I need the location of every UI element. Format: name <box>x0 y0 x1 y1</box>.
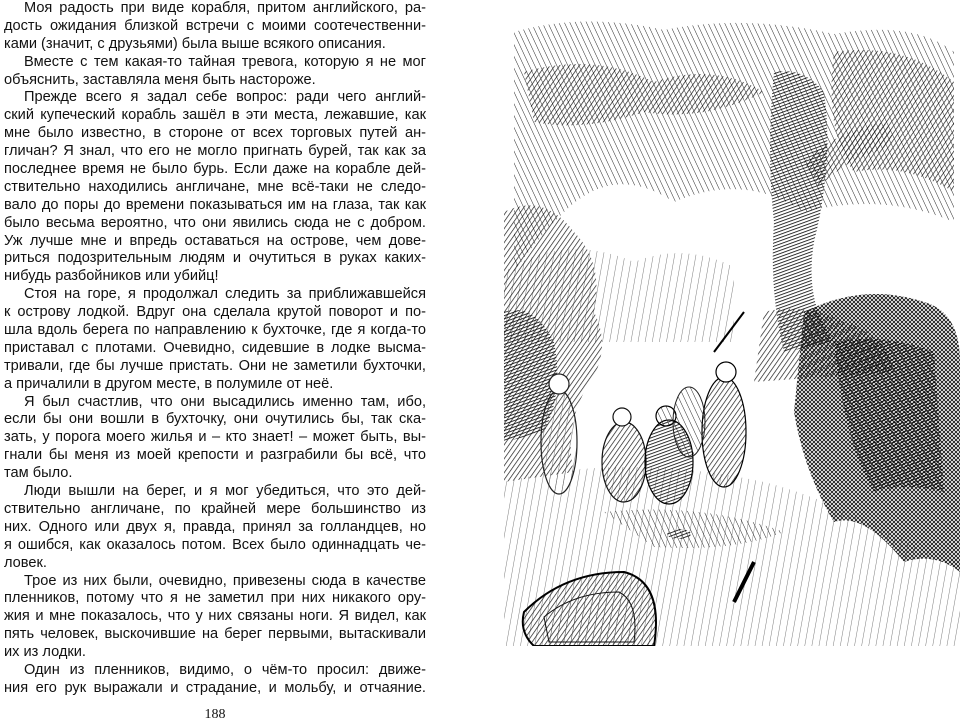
figure-standing-left <box>541 390 577 494</box>
text-line: ский купеческий корабль зашёл в эти места, лежавшие, как <box>4 107 426 124</box>
body-text <box>4 0 426 698</box>
text-line: ния его рук выражали и страдание, и мольбу, и отчаяние. <box>4 679 426 696</box>
text-line: Я был счастлив, что они высадились именно там, ибо, <box>24 393 426 410</box>
text-line: если бы они вошли в бухточку, они очутились бы, так ска- <box>4 411 426 428</box>
text-line: ствительно находились англичане, мне всё-таки не следо- <box>4 178 426 195</box>
engraving-illustration <box>504 12 960 646</box>
text-line: там было. <box>4 465 73 482</box>
text-line: нибудь разбойников или убийц! <box>4 268 219 285</box>
text-line: Трое из них были, очевидно, привезены сюда в качестве <box>24 572 426 589</box>
text-line: а причалили в другом месте, в полумиле от неё. <box>4 375 334 392</box>
text-line: последнее время не было бурь. Если даже на корабле дей- <box>4 161 426 178</box>
text-line: к острову лодкой. Вдруг она сделала крутой поворот и по- <box>4 304 426 321</box>
hat-on-ground <box>667 529 691 539</box>
text-line: ствительно англичане, по крайней мере большинство из <box>4 500 426 517</box>
text-line: дость ожидания близкой встречи с моими соотечественни- <box>4 17 426 34</box>
text-line: вало до поры до времени показываться им на глаза, так как <box>4 196 426 213</box>
figure-kneeling <box>602 422 646 502</box>
text-line: Люди вышли на берег, и я мог убедиться, что это дей- <box>24 483 426 500</box>
text-line: пленников, потому что я не заметил при них никакого ору- <box>4 590 426 607</box>
text-line: Уж лучше мне и впредь оставаться на острове, чем дове- <box>4 232 426 249</box>
text-line: мне было известно, в стороне от всех торговых путей ан- <box>4 125 426 142</box>
text-line: Моя радость при виде корабля, притом английского, ра- <box>24 0 426 16</box>
text-line: зать, у порога моего жилья и – кто знает! – может быть, вы- <box>4 429 426 446</box>
text-line: гнали бы меня из моей крепости и разграбили бы всё, что <box>4 447 426 464</box>
page-number: 188 <box>204 707 226 722</box>
figure-right <box>702 377 746 487</box>
text-line: Стоя на горе, я продолжал следить за приближавшейся <box>24 286 426 303</box>
text-line: я ошибся, как оказалось потом. Всех было одиннадцать че- <box>4 536 426 553</box>
text-line: риться подозрительным людям и очутиться в руках каких- <box>4 250 426 267</box>
text-line: тривали, где бы лучше пристать. Они не заметили бухточки, <box>4 357 426 374</box>
text-line: приставал с плотами. Очевидно, сидевшие в лодке высма- <box>4 339 426 356</box>
figure-head <box>613 408 631 426</box>
text-line: Вместе с тем какая-то тайная тревога, которую я не мог <box>24 53 426 70</box>
text-line: объяснить, заставляла меня быть настороже. <box>4 71 316 88</box>
text-line: гличан? Я знал, что его не могло пригнать бурей, так как за <box>4 143 426 160</box>
figure-head <box>549 374 569 394</box>
text-line: шла вдоль берега по направлению к бухточке, где я когда-то <box>4 322 426 339</box>
text-line: пять человек, выскочившие на берег первыми, вытаскивали <box>4 626 426 643</box>
text-line: ками (значит, с друзьями) была выше всякого описания. <box>4 35 386 52</box>
text-line: ловек. <box>4 554 47 571</box>
text-line: Один из пленников, видимо, о чём-то просил: движе- <box>24 661 426 678</box>
text-line: них. Одного или двух я, правда, принял за голландцев, но <box>4 518 426 535</box>
figure-back <box>673 387 705 457</box>
text-line: Прежде всего я задал себе вопрос: ради чего англий- <box>24 89 426 106</box>
text-line: было весьма вероятно, что они явились сюда не с добром. <box>4 214 426 231</box>
text-line: их из лодки. <box>4 644 86 661</box>
figure-head <box>716 362 736 382</box>
text-line: жия и мне показалось, что у них связаны ноги. Я видел, как <box>4 608 426 625</box>
